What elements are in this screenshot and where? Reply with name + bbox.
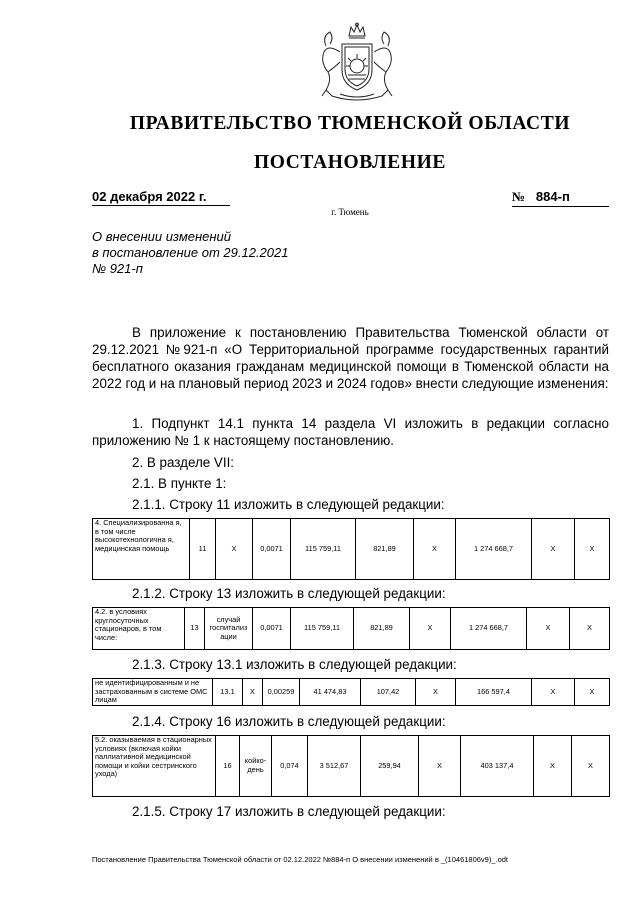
number-sign: № — [512, 189, 526, 204]
coat-of-arms-icon — [312, 22, 402, 106]
table-cell: 115 759,11 — [291, 608, 354, 650]
table-cell: Х — [414, 519, 456, 580]
table-cell: 821,89 — [356, 519, 414, 580]
table-cell: Х — [532, 679, 575, 706]
table-cell: не идентифицированным и не застрахованным в системе ОМС лицам — [93, 679, 213, 706]
subject-line: О внесении изменений — [92, 229, 231, 244]
document-number — [512, 189, 609, 207]
table-cell: 107,42 — [361, 679, 416, 706]
table-cell: Х — [572, 736, 610, 797]
table-cell: 0,00259 — [263, 679, 300, 706]
table-cell: Х — [216, 519, 253, 580]
table-cell: Х — [416, 679, 456, 706]
row-16-table — [92, 735, 610, 797]
row-13-1-table — [92, 678, 610, 706]
table-cell: 13 — [185, 608, 205, 650]
table-cell: 4. Специализированна я, в том числе высокотехнологична я, медицинская помощь — [93, 519, 190, 580]
table-cell: Х — [527, 608, 570, 650]
number-value: 884-п — [535, 189, 570, 204]
table-cell: 1 274 668,7 — [451, 608, 527, 650]
row-13-table — [92, 607, 610, 650]
item-2-1-1-line: 2.1.1. Строку 11 изложить в следующей редакции: — [132, 497, 445, 512]
table-cell: 403 137,4 — [461, 736, 534, 797]
document-type-title: ПОСТАНОВЛЕНИЕ — [253, 152, 447, 173]
item-2-1-3-line: 2.1.3. Строку 13.1 изложить в следующей редакции: — [132, 657, 457, 672]
table-cell: койко-день — [240, 736, 272, 797]
item-2-1-2-line: 2.1.2. Строку 13 изложить в следующей редакции: — [132, 586, 446, 601]
table-cell: 0,0071 — [253, 519, 291, 580]
subject-line: № 921-п — [92, 261, 143, 276]
item-2-1-5-line: 2.1.5. Строку 17 изложить в следующей редакции: — [132, 804, 446, 819]
table-cell: Х — [410, 608, 451, 650]
table-cell: 1 274 668,7 — [456, 519, 532, 580]
table-cell: 13.1 — [213, 679, 243, 706]
table-row — [93, 519, 610, 580]
table-cell: 166 597,4 — [456, 679, 532, 706]
table-cell: случай госпитализ ации — [205, 608, 253, 650]
table-row — [93, 679, 610, 706]
item-1-paragraph: 1. Подпункт 14.1 пункта 14 раздела VI изложить в редакции согласно приложению № 1 к настоящему постановлению. — [92, 416, 609, 448]
table-cell: 41 474,83 — [300, 679, 361, 706]
city-label: г. Тюмень — [331, 207, 369, 217]
item-2-1-4-line: 2.1.4. Строку 16 изложить в следующей редакции: — [132, 714, 446, 729]
item-2-line: 2. В разделе VII: — [132, 455, 235, 470]
table-cell: 16 — [216, 736, 240, 797]
table-cell: Х — [534, 736, 572, 797]
table-row — [93, 736, 610, 797]
table-cell: 0,0071 — [253, 608, 291, 650]
main-paragraph: В приложение к постановлению Правительства Тюменской области от 29.12.2021 №921-п «О Территориальной программе государственных гарантий бесплатного оказания гражданам медицинской помощи в Тюменской области на 2022 год и на плановый период 2023 и 2024 годов» внести следующие изменения: — [92, 325, 609, 391]
table-cell: 115 759,11 — [291, 519, 356, 580]
table-cell: Х — [575, 679, 610, 706]
table-row — [93, 608, 610, 650]
table-cell: 5.2. оказываемая в стационарных условиях (включая койки паллиативной медицинской помощи и койки сестринского ухода) — [93, 736, 216, 797]
item-2-1-line: 2.1. В пункте 1: — [132, 476, 227, 491]
table-cell: 0,074 — [272, 736, 308, 797]
table-cell: Х — [419, 736, 461, 797]
table-cell: 4.2. в условиях круглосуточных стационаров, в том числе: — [93, 608, 185, 650]
table-cell: 259,94 — [361, 736, 419, 797]
page-footer: Постановление Правительства Тюменской области от 02.12.2022 №884-п О внесении изменений в _(10461806v9)_.odt — [92, 855, 509, 864]
table-cell: Х — [575, 519, 610, 580]
table-cell: 3 512,67 — [308, 736, 361, 797]
document-date: 02 декабря 2022 г. — [92, 189, 230, 206]
government-title: ПРАВИТЕЛЬСТВО ТЮМЕНСКОЙ ОБЛАСТИ — [129, 113, 571, 134]
table-cell: Х — [570, 608, 610, 650]
table-cell: 11 — [190, 519, 216, 580]
subject-line: в постановление от 29.12.2021 — [92, 245, 289, 260]
table-cell: Х — [532, 519, 575, 580]
table-cell: Х — [243, 679, 263, 706]
table-cell: 821,89 — [354, 608, 410, 650]
document-subject — [92, 229, 288, 277]
row-11-table — [92, 518, 610, 580]
